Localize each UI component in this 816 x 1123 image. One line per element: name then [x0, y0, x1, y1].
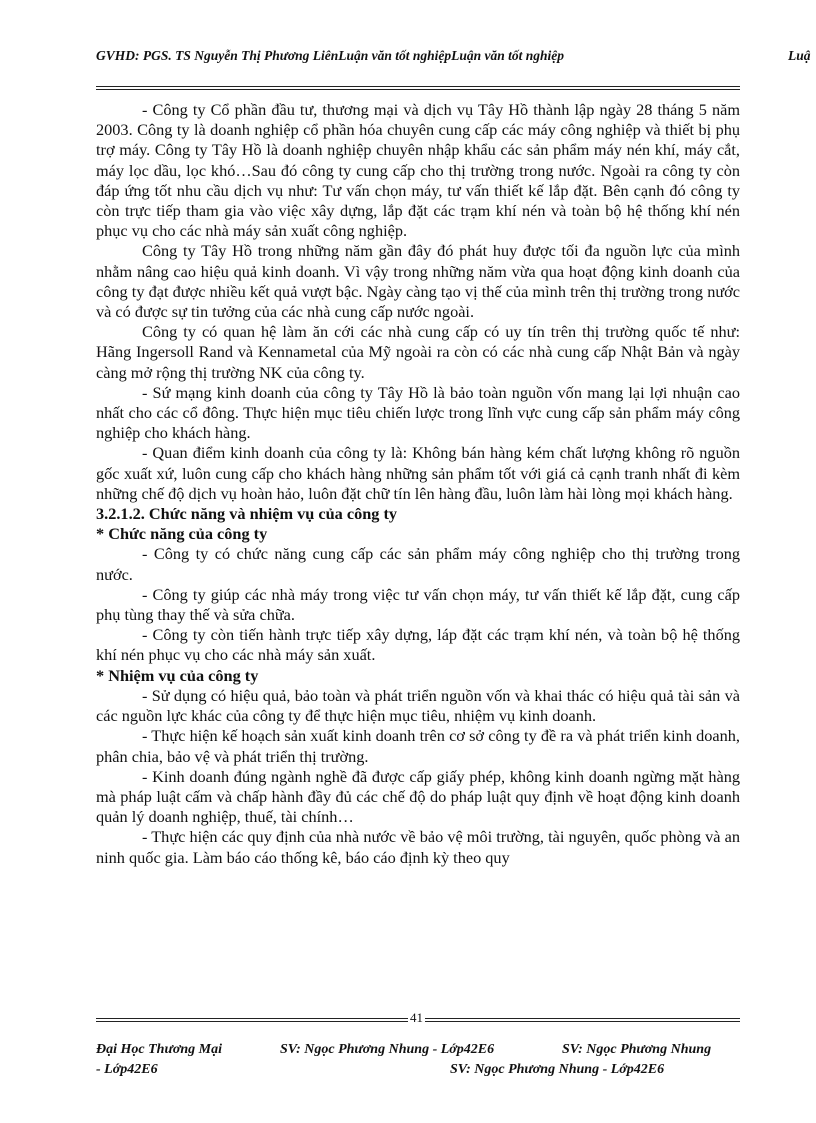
paragraph: - Công ty Cổ phần đầu tư, thương mại và dịch vụ Tây Hồ thành lập ngày 28 tháng 5 năm 2003. Công ty là doanh nghiệp cổ phần hóa chuyên cung cấp các máy công nghiệp và thiết bị phụ trợ máy. Công ty Tây Hồ là doanh nghiệp chuyên nhập khẩu các sản phẩm máy nén khí, máy cắt, máy lọc dầu, lọc khó…Sau đó công ty cung cấp cho thị trường trong nước. Ngoài ra công ty còn đáp ứng tốt nhu cầu dịch vụ như: Tư vấn chọn máy, tư vấn thiết kế lắp đặt. Bên cạnh đó công ty còn trực tiếp tham gia vào việc xây dựng, lắp đặt các trạm khí nén và toàn bộ hệ thống khí nén phục vụ cho các nhà máy sản xuất công nghiệp.	[96, 100, 740, 241]
paragraph: - Thực hiện các quy định của nhà nước về bảo vệ môi trường, tài nguyên, quốc phòng và an ninh quốc gia. Làm báo cáo thống kê, báo cáo định kỳ theo quy	[96, 827, 740, 867]
footer-student: SV: Ngọc Phương Nhung - Lớp42E6	[450, 1062, 665, 1077]
paragraph: - Công ty còn tiến hành trực tiếp xây dựng, láp đặt các trạm khí nén, và toàn bộ hệ thống khí nén phục vụ cho các nhà máy sản xuất.	[96, 625, 740, 665]
header-text-right: Luậ	[788, 48, 811, 63]
footer-class: - Lớp42E6	[96, 1062, 158, 1077]
page-footer	[96, 1040, 740, 1080]
page-number: 41	[410, 1010, 423, 1025]
paragraph: - Công ty giúp các nhà máy trong việc tư vấn chọn máy, tư vấn thiết kế lắp đặt, cung cấp phụ tùng thay thế và sửa chữa.	[96, 584, 740, 625]
page-header	[96, 48, 816, 72]
footer-student: SV: Ngọc Phương Nhung	[562, 1042, 712, 1057]
footer-student: SV: Ngọc Phương Nhung - Lớp42E6	[280, 1042, 495, 1057]
paragraph: - Quan điểm kinh doanh của công ty là: Không bán hàng kém chất lượng không rõ nguồn gốc xuất xứ, luôn cung cấp cho khách hàng những sản phẩm tốt với giá cả cạnh tranh nhất đi kèm những chế độ dịch vụ hoàn hảo, luôn đặt chữ tín lên hàng đầu, luôn làm hài lòng mọi khách hàng.	[96, 443, 740, 503]
paragraph: Công ty có quan hệ làm ăn cới các nhà cung cấp có uy tín trên thị trường quốc tế như: Hãng Ingersoll Rand và Kennametal của Mỹ ngoài ra còn có các nhà cung cấp Nhật Bản và ngày càng mở rộng thị trường NK của công ty.	[96, 322, 740, 382]
subsection-heading: * Nhiệm vụ của công ty	[96, 665, 259, 685]
section-heading: 3.2.1.2. Chức năng và nhiệm vụ của công ty	[96, 504, 398, 524]
header-rule	[96, 86, 740, 90]
paragraph: - Thực hiện kế hoạch sản xuất kinh doanh trên cơ sở công ty đề ra và phát triển kinh doanh, phân chia, bảo vệ và phát triển thị trường.	[96, 726, 740, 766]
paragraph: - Sử dụng có hiệu quả, bảo toàn và phát triển nguồn vốn và khai thác có hiệu quả tài sản và các nguồn lực khác của công ty để thực hiện mục tiêu, nhiệm vụ kinh doanh.	[96, 685, 740, 726]
paragraph: - Sứ mạng kinh doanh của công ty Tây Hồ là bảo toàn nguồn vốn mang lại lợi nhuận cao nhất cho các cổ đông. Thực hiện mục tiêu chiến lược trong lĩnh vực cung cấp sản phẩm máy công nghiệp cho khách hàng.	[96, 382, 740, 443]
paragraph: Công ty Tây Hồ trong những năm gần đây đó phát huy được tối đa nguồn lực của mình nhằm nâng cao hiệu quả kinh doanh. Vì vậy trong những năm vừa qua hoạt động kinh doanh của công ty đạt được nhiều kết quả vượt bậc. Ngày càng tạo vị thế của mình trên thị trường trong nước và có được sự tin tưởng của các nhà cung cấp nước ngoài.	[96, 241, 740, 322]
document-body	[96, 100, 740, 868]
footer-school: Đại Học Thương Mại	[96, 1042, 222, 1057]
subsection-heading: * Chức năng của công ty	[96, 524, 268, 544]
paragraph: - Công ty có chức năng cung cấp các sản phẩm máy công nghiệp cho thị trường trong nước.	[96, 544, 740, 584]
header-text: GVHD: PGS. TS Nguyễn Thị Phương LiênLuận văn tốt nghiệpLuận văn tốt nghiệp	[96, 48, 565, 63]
paragraph: - Kinh doanh đúng ngành nghề đã được cấp giấy phép, không kinh doanh ngừng mặt hàng mà pháp luật cấm và chấp hành đầy đủ các chế độ do pháp luật quy định về hoạt động kinh doanh quản lý doanh nghiệp, thuế, tài chính…	[96, 766, 740, 827]
